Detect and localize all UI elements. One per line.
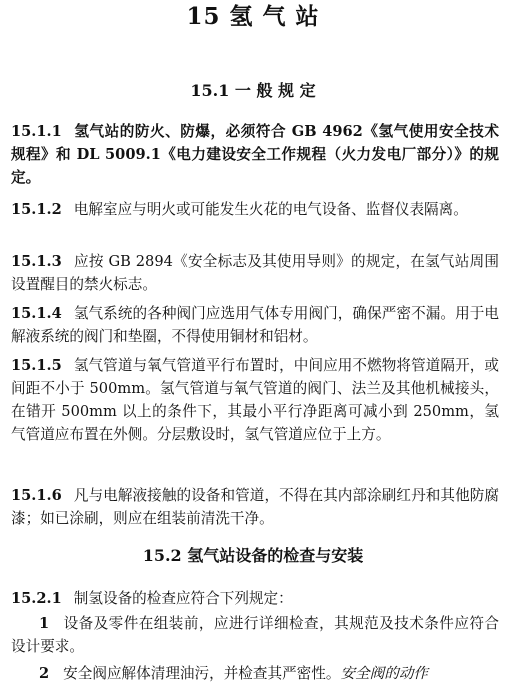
clause-15-1-6 bbox=[11, 484, 499, 530]
clause-number: 15.1.4 bbox=[11, 305, 62, 322]
clause-15-1-4 bbox=[11, 302, 499, 348]
clause-text: 氢气管道与氧气管道平行布置时，中间应用不燃物将管道隔开，或间距不小于 500mm。氢气管道与氧气管道的阀门、法兰及其他机械接头，在错开 500mm 以上的条件下，其最小平行净距离可减小到 250mm，氢气管道应布置在外侧。分层敷设时，氢气管道应位于上方。 bbox=[11, 357, 499, 443]
item-text: 设备及零件在组装前，应进行详细检查，其规范及技术条件应符合设计要求。 bbox=[11, 615, 499, 655]
clause-text: 电解室应与明火或可能发生火花的电气设备、监督仪表隔离。 bbox=[73, 201, 468, 218]
clause-number: 15.1.3 bbox=[11, 253, 62, 270]
clause-number: 15.1.2 bbox=[11, 201, 62, 218]
section-title: 15.2 氢气站设备的检查与安装 bbox=[142, 546, 364, 565]
item-number: 2 bbox=[39, 665, 50, 682]
clause-number: 15.1.6 bbox=[11, 487, 62, 504]
clause-15-1-1 bbox=[11, 120, 499, 189]
clause-15-1-2 bbox=[11, 198, 499, 221]
clause-15-2-1 bbox=[11, 587, 499, 610]
clause-15-1-5 bbox=[11, 354, 499, 446]
item-text-tail: 安全阀的动作 bbox=[340, 665, 429, 682]
clause-text: 应按 GB 2894《安全标志及其使用导则》的规定，在氢气站周围设置醒目的禁火标志。 bbox=[11, 253, 499, 293]
clause-text: 氢气系统的各种阀门应选用气体专用阀门，确保严密不漏。用于电解液系统的阀门和垫圈，不得使用铜材和铝材。 bbox=[11, 305, 499, 345]
item-text: 安全阀应解体清理油污，并检查其严密性。 bbox=[63, 665, 341, 682]
clause-number: 15.1.1 bbox=[11, 123, 62, 140]
list-item bbox=[11, 612, 499, 658]
chapter-title: 15 氢 气 站 bbox=[186, 3, 320, 30]
clause-text: 氢气站的防火、防爆，必须符合 GB 4962《氢气使用安全技术规程》和 DL 5009.1《电力建设安全工作规程（火力发电厂部分）》的规定。 bbox=[11, 123, 499, 186]
clause-15-1-3 bbox=[11, 250, 499, 296]
clause-number: 15.1.5 bbox=[11, 357, 62, 374]
clause-text: 制氢设备的检查应符合下列规定： bbox=[73, 590, 293, 607]
list-item bbox=[11, 662, 499, 685]
item-number: 1 bbox=[39, 615, 50, 632]
clause-number: 15.2.1 bbox=[11, 590, 62, 607]
clause-text: 凡与电解液接触的设备和管道，不得在其内部涂刷红丹和其他防腐漆；如已涂刷，则应在组装前清洗干净。 bbox=[11, 487, 499, 527]
section-title: 15.1 一 般 规 定 bbox=[190, 81, 316, 100]
